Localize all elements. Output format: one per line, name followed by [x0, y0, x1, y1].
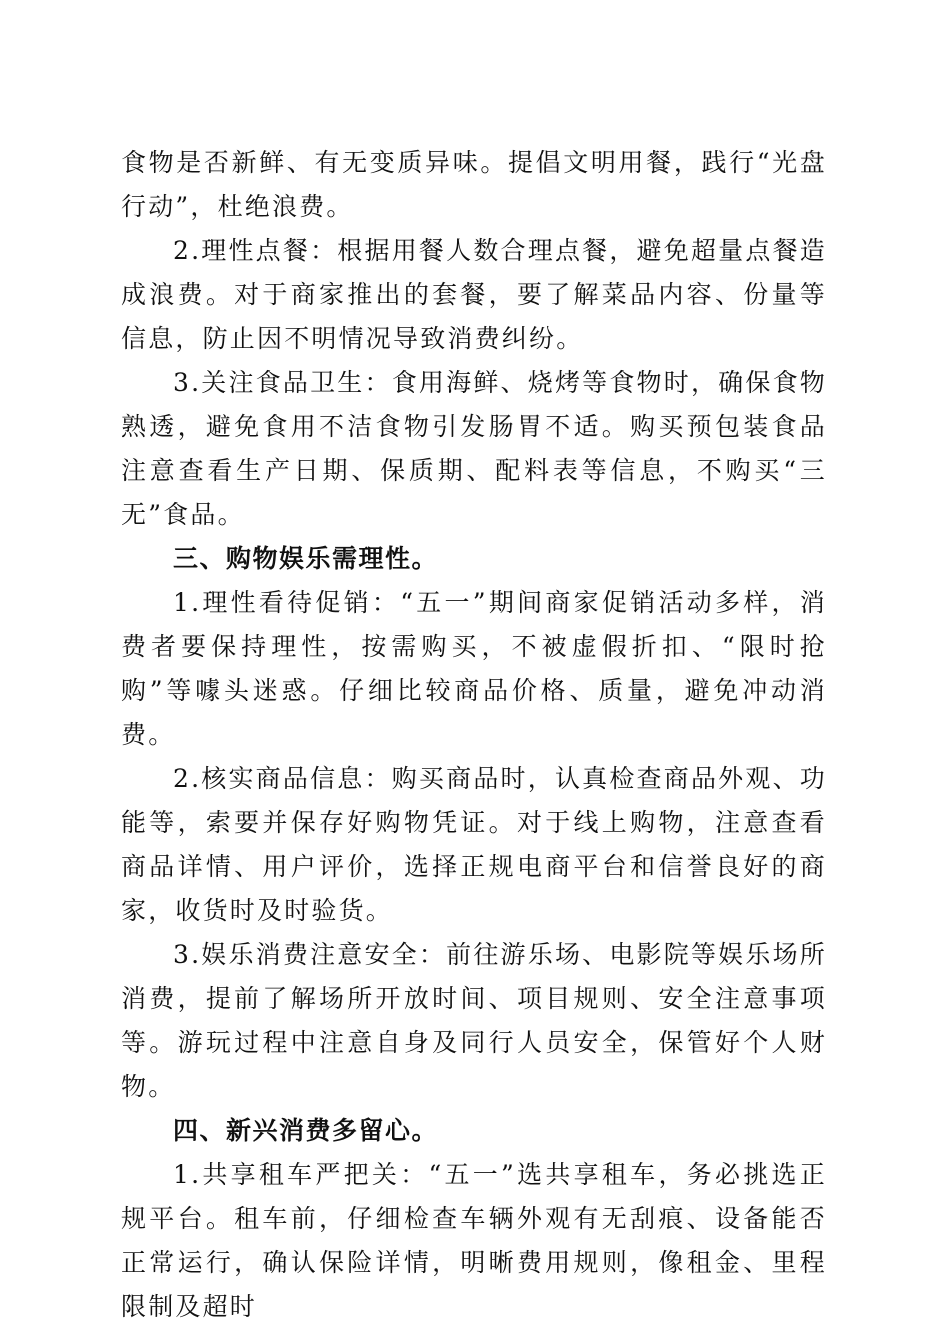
paragraph-rational-ordering: 2.理性点餐：根据用餐人数合理点餐，避免超量点餐造成浪费。对于商家推出的套餐，要了解菜品内容、份量等信息，防止因不明情况导致消费纠纷。: [121, 236, 827, 353]
document-body: [121, 141, 827, 1329]
section-heading-shopping: 三、购物娱乐需理性。: [173, 544, 439, 573]
paragraph-promotions: 1.理性看待促销：“五一”期间商家促销活动多样，消费者要保持理性，按需购买，不被虚假折扣、“限时抢购”等噱头迷惑。仔细比较商品价格、质量，避免冲动消费。: [121, 588, 827, 749]
section-heading-new-consumption: 四、新兴消费多留心。: [173, 1116, 439, 1145]
paragraph-car-sharing: 1.共享租车严把关：“五一”选共享租车，务必挑选正规平台。租车前，仔细检查车辆外观有无刮痕、设备能否正常运行，确认保险详情，明晰费用规则，像租金、里程限制及超时: [121, 1160, 827, 1321]
paragraph-food-hygiene: 3.关注食品卫生：食用海鲜、烧烤等食物时，确保食物熟透，避免食用不洁食物引发肠胃不适。购买预包装食品注意查看生产日期、保质期、配料表等信息，不购买“三无”食品。: [121, 368, 827, 529]
paragraph-entertainment-safety: 3.娱乐消费注意安全：前往游乐场、电影院等娱乐场所消费，提前了解场所开放时间、项目规则、安全注意事项等。游玩过程中注意自身及同行人员安全，保管好个人财物。: [121, 940, 827, 1101]
paragraph-product-info: 2.核实商品信息：购买商品时，认真检查商品外观、功能等，索要并保存好购物凭证。对于线上购物，注意查看商品详情、用户评价，选择正规电商平台和信誉良好的商家，收货时及时验货。: [121, 764, 827, 925]
paragraph-food-freshness: 食物是否新鲜、有无变质异味。提倡文明用餐，践行“光盘行动”，杜绝浪费。: [121, 148, 827, 221]
